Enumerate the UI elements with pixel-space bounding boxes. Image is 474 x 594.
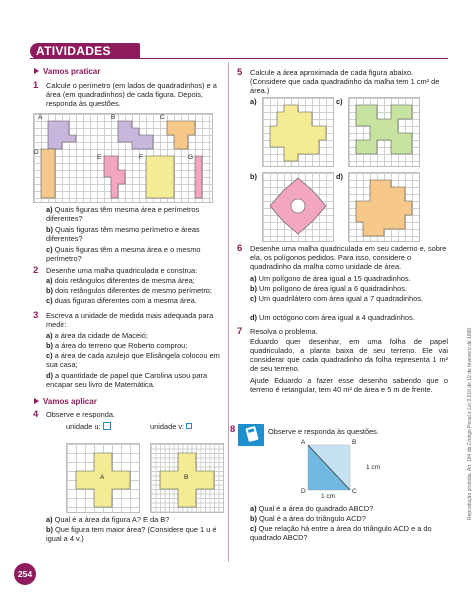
item-text: dois retângulos diferentes de mesma área; [54, 276, 195, 285]
figure-g [195, 156, 202, 198]
question-number-3: 3 [33, 310, 39, 321]
q3-item-b [46, 341, 224, 350]
section-vamos-aplicar [34, 397, 97, 407]
item-text: Um octógono com área igual a 4 quadradinhos. [259, 313, 415, 322]
q5-figure-b [263, 173, 333, 241]
vertex-d: D [301, 488, 306, 495]
triangle-bullet-icon [34, 68, 39, 74]
q6-item-a [250, 274, 448, 283]
q4-grid-a [66, 443, 140, 513]
item-letter: d) [46, 371, 53, 380]
q1-item-b [46, 225, 221, 243]
section-vamos-praticar [34, 67, 100, 77]
square-abcd-figure [300, 440, 360, 500]
side-label-bottom: 1 cm [321, 493, 336, 500]
question-8-text: Observe e responda às questões. [268, 427, 379, 436]
q1-item-a [46, 205, 221, 223]
vertex-b: B [352, 439, 357, 446]
item-text: Um polígono de área igual a 6 quadradinhos. [259, 284, 407, 293]
q8-item-c [250, 524, 448, 542]
item-text: Qual é a área do triângulo ACD? [259, 514, 366, 523]
item-letter: d) [250, 313, 257, 322]
section-title: Vamos praticar [43, 67, 101, 76]
question-6-text: Desenhe uma malha quadriculada em seu caderno e, sobre ela, os polígonos pedidos. Para isso, considere o quadradinho da malha como unidade de área. [250, 244, 447, 272]
q8-item-a [250, 504, 448, 513]
label-e: E [97, 154, 102, 161]
q2-item-c [46, 296, 224, 305]
question-7-text: Eduardo quer desenhar, em uma folha de papel quadriculado, a planta baixa de seu terreno. Ele vai considerar que cada quadradinho da folha representa 1 m² de seu terreno. [250, 337, 448, 374]
q6-item-b [250, 284, 448, 293]
shape-b-hole [291, 199, 305, 213]
item-letter: b) [46, 225, 53, 234]
q5-label-d: d) [336, 172, 343, 181]
item-text: Um quadrilátero com área igual a 7 quadradinhos. [258, 294, 423, 303]
figure-d [41, 149, 55, 198]
figure-b-label: B [184, 474, 189, 481]
item-letter: c) [250, 524, 257, 533]
shape-c [356, 105, 412, 154]
question-7-text2: Ajude Eduardo a fazer esse desenho sabendo que o terreno é retangular, tem 40 m² de área e 5 m de frente. [250, 376, 448, 395]
calculator-badge [230, 424, 264, 446]
question-number-5: 5 [237, 67, 243, 78]
question-number-1: 1 [33, 80, 39, 91]
copyright-side-note [459, 180, 473, 520]
item-letter: c) [46, 296, 53, 305]
q1-figures [34, 114, 212, 202]
side-label-right: 1 cm [366, 464, 381, 471]
item-letter: b) [46, 525, 53, 534]
q5-grid-d [348, 172, 420, 242]
q5-label-a: a) [250, 97, 257, 106]
item-letter: c) [46, 245, 53, 254]
unit-v-square-icon [186, 423, 192, 429]
question-4-text: Observe e responda. [46, 410, 116, 419]
figure-e [104, 156, 125, 198]
vertex-a: A [301, 439, 306, 446]
unit-u [66, 422, 111, 431]
label-f: F [139, 154, 143, 161]
item-letter: b) [250, 514, 257, 523]
item-text: Um polígono de área igual a 15 quadradinhos. [258, 274, 411, 283]
question-number-4: 4 [33, 409, 39, 420]
q2-item-a [46, 276, 224, 285]
item-text: Quais figuras têm mesmo perímetro e áreas diferentes? [46, 225, 200, 244]
item-text: a quantidade de papel que Carolina usou para encapar seu livro de Matemática. [46, 371, 208, 390]
q5-grid-c [348, 97, 420, 167]
item-text: Quais figuras têm mesma área e perímetros diferentes? [46, 205, 200, 224]
unit-u-square-icon [103, 422, 111, 430]
q3-item-a [46, 331, 224, 340]
item-letter: a) [46, 205, 53, 214]
label-g: G [188, 154, 194, 161]
question-1-text: Calcule o perímetro (em lados de quadradinhos) e a área (em quadradinhos) de cada figura. Depois, responda às questões. [46, 81, 217, 109]
q6-item-c [250, 294, 448, 303]
q3-item-d [46, 371, 224, 389]
q5-figure-a [263, 98, 333, 166]
item-letter: b) [250, 284, 257, 293]
item-text: Que relação há entre a área do triângulo ACD e a do quadrado ABCD? [250, 524, 432, 543]
question-7-title: Resolva o problema. [250, 327, 318, 336]
figure-c [167, 121, 195, 149]
q6-item-d [250, 313, 448, 322]
item-letter: b) [46, 341, 53, 350]
question-number-7: 7 [237, 326, 243, 337]
copyright-text: Reprodução proibida. Art. 184 do Código Penal e Lei 9.610 de 19 de fevereiro de 1998. [467, 326, 473, 520]
q5-grid-b [262, 172, 334, 242]
shape-a [270, 105, 326, 161]
item-letter: c) [250, 294, 257, 303]
q5-label-c: c) [336, 97, 343, 106]
q5-figure-c [349, 98, 419, 166]
item-text: Qual é a área do quadrado ABCD? [258, 504, 374, 513]
question-2-text: Desenhe uma malha quadriculada e construa: [46, 266, 198, 275]
section-header: ATIVIDADES [30, 43, 140, 59]
label-b: B [111, 114, 116, 121]
header-rule [30, 58, 448, 59]
q5-grid-a [262, 97, 334, 167]
square-abcd [300, 440, 360, 500]
q8-item-b [250, 514, 448, 523]
item-text: a área de cada azulejo que Elisângela colocou em sua casa; [46, 351, 220, 370]
item-text: Quais figuras têm a mesma área e o mesmo perímetro? [46, 245, 201, 264]
q5-label-b: b) [250, 172, 257, 181]
item-text: dois retângulos diferentes de mesmo perímetro; [55, 286, 212, 295]
item-letter: a) [46, 331, 53, 340]
section-title: Vamos aplicar [43, 397, 97, 406]
item-letter: a) [46, 276, 53, 285]
q2-item-b [46, 286, 224, 295]
figure-f [146, 156, 174, 198]
q4-item-a [46, 515, 224, 524]
label-c: C [160, 114, 165, 121]
q1-item-c [46, 245, 221, 263]
figure-a [48, 121, 76, 149]
item-letter: a) [250, 274, 257, 283]
question-number-8: 8 [230, 424, 236, 435]
item-letter: b) [46, 286, 53, 295]
question-5-text: Calcule a área aproximada de cada figura abaixo. (Considere que cada quadradinho da malha tem 1 cm² de área.) [250, 68, 440, 96]
item-letter: c) [46, 351, 53, 360]
q1-grid [33, 113, 213, 203]
question-3-text: Escreva a unidade de medida mais adequada para medir: [46, 311, 214, 330]
label-a: A [38, 114, 43, 121]
page-number: 254 [14, 563, 36, 585]
unit-v-label: unidade v: [150, 422, 185, 431]
label-d: D [34, 149, 39, 156]
unit-v [150, 422, 192, 431]
question-number-6: 6 [237, 243, 243, 254]
q3-item-c [46, 351, 224, 369]
figure-b [118, 121, 153, 149]
triangle-bullet-icon [34, 398, 39, 404]
calculator-icon [238, 424, 264, 446]
column-divider [228, 62, 229, 562]
vertex-c: C [352, 488, 357, 495]
question-number-2: 2 [33, 265, 39, 276]
item-text: a área do terreno que Roberto comprou; [55, 341, 188, 350]
q5-figure-d [349, 173, 419, 241]
figure-a-label: A [100, 474, 105, 481]
item-letter: a) [250, 504, 257, 513]
item-text: Qual é a área da figura A? E da B? [54, 515, 170, 524]
item-text: Que figura tem maior área? (Considere que 1 u é igual a 4 v.) [46, 525, 217, 544]
shape-d [356, 180, 412, 236]
q4-grid-b [150, 443, 224, 513]
q4-item-b [46, 525, 224, 543]
unit-u-label: unidade u: [66, 422, 101, 431]
item-letter: a) [46, 515, 53, 524]
item-text: a área da cidade de Maceió; [54, 331, 148, 340]
item-text: duas figuras diferentes com a mesma área. [54, 296, 197, 305]
